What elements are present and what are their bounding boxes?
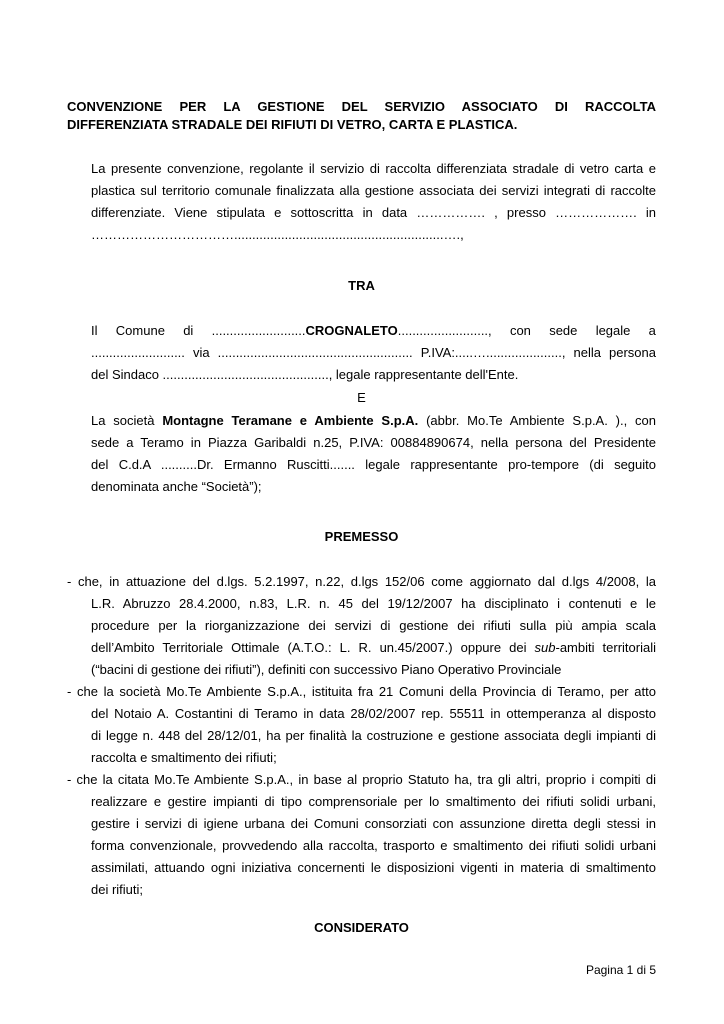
comune-line-3: del Sindaco .............................................., legale rappresentante dell'Ente. bbox=[91, 367, 519, 382]
bullet-2-line: di legge n. 448 del 28/12/01, ha per finalità la costruzione e gestione associata degli impianti di bbox=[91, 728, 656, 743]
title-line-1: CONVENZIONE PER LA GESTIONE DEL SERVIZIO ASSOCIATO DI RACCOLTA bbox=[67, 99, 656, 114]
bullet-3-line: realizzare e gestire impianti di tipo comprensoriale per lo smaltimento dei rifiuti solidi urbani, bbox=[91, 794, 656, 809]
comune-name-bold: CROGNALETO bbox=[305, 323, 398, 338]
bullet-1-line: procedure per la riorganizzazione dei servizi di gestione dei rifiuti sulla più ampia scala bbox=[91, 618, 656, 633]
bullet-2-line: raccolta e smaltimento dei rifiuti; bbox=[91, 750, 277, 765]
bullet-2-line: del Notaio A. Costantini di Teramo in data 28/02/2007 rep. 55511 in ottemperanza al disposto bbox=[91, 706, 656, 721]
conjunction-e: E bbox=[357, 390, 366, 405]
societa-line-4: denominata anche “Società”); bbox=[91, 479, 262, 494]
italic-sub: sub bbox=[534, 640, 556, 655]
societa-text: La società bbox=[91, 413, 163, 428]
bullet-2-line: - che la società Mo.Te Ambiente S.p.A., istituita fra 21 Comuni della Provincia di Teramo, per atto bbox=[67, 684, 656, 699]
intro-paragraph bbox=[91, 158, 656, 246]
comune-line-1 bbox=[91, 320, 656, 342]
bullet-3-line: assimilati, attuando ogni iniziativa concernenti le disposizioni vigenti in materia di smaltimento bbox=[91, 860, 656, 875]
intro-line: La presente convenzione, regolante il servizio di raccolta differenziata stradale di vetro carta e bbox=[91, 161, 656, 176]
societa-line-2: sede a Teramo in Piazza Garibaldi n.25, P.IVA: 00884890674, nella persona del Presidente bbox=[91, 435, 656, 450]
heading-considerato: CONSIDERATO bbox=[314, 920, 409, 935]
comune-paragraph bbox=[91, 320, 656, 386]
comune-word: legale bbox=[595, 323, 631, 338]
page-number: Pagina 1 di 5 bbox=[585, 963, 656, 977]
intro-line: plastica sul territorio comunale finalizzata alla gestione associata dei servizi integrati di raccolte bbox=[91, 183, 656, 198]
bullet-3-line: gestire i servizi di igiene urbana dei Comuni consorziati con assunzione diretta degli stessi in bbox=[91, 816, 656, 831]
comune-name bbox=[212, 320, 492, 342]
bullet-text: dell’Ambito Territoriale Ottimale (A.T.O.: L. R. un.45/2007.) oppure dei bbox=[91, 640, 535, 655]
bullet-1-line: - che, in attuazione del d.lgs. 5.2.1997, n.22, d.lgs 152/06 come aggiornato dal d.lgs 4/2008, la bbox=[67, 574, 656, 589]
societa-text: (abbr. Mo.Te Ambiente S.p.A. )., con bbox=[418, 413, 656, 428]
dotted-blank: .......................... bbox=[211, 323, 306, 338]
bullet-1-line: L.R. Abruzzo 28.4.2000, n.83, L.R. n. 45 del 19/12/2007 ha disciplinato i contenuti e le bbox=[91, 596, 656, 611]
societa-line-1 bbox=[91, 410, 656, 432]
societa-line-3: del C.d.A ..........Dr. Ermanno Ruscitti....... legale rappresentante pro-tempore (di seguito bbox=[91, 457, 656, 472]
comune-word: sede bbox=[549, 323, 578, 338]
bullet-1-line bbox=[67, 637, 656, 659]
bullet-3-line: forma convenzionale, provvedendo alla raccolta, trasporto e smaltimento dei rifiuti solidi urbani bbox=[91, 838, 656, 853]
comune-word: a bbox=[648, 323, 656, 338]
heading-premesso: PREMESSO bbox=[324, 529, 399, 544]
comune-line-2: .......................... via ...................................................... P.IVA:.....…....................., nella persona bbox=[91, 345, 656, 360]
comune-word: Il bbox=[91, 323, 98, 338]
bullet-3-line: - che la citata Mo.Te Ambiente S.p.A., in base al proprio Statuto ha, tra gli altri, proprio i compiti di bbox=[67, 772, 656, 787]
document-title bbox=[67, 98, 656, 134]
premesso-list bbox=[67, 571, 656, 901]
intro-line: ……………………………..........................................................…., bbox=[91, 227, 464, 242]
comune-word: di bbox=[183, 323, 194, 338]
bullet-3-line: dei rifiuti; bbox=[91, 882, 144, 897]
intro-line: differenziate. Viene stipulata e sottoscritta in data ……………. , presso ………………. in bbox=[91, 205, 656, 220]
title-line-2: DIFFERENZIATA STRADALE DEI RIFIUTI DI VETRO, CARTA E PLASTICA. bbox=[67, 117, 518, 132]
dotted-blank: ........................., bbox=[397, 323, 492, 338]
heading-tra: TRA bbox=[348, 278, 375, 293]
comune-word: Comune bbox=[115, 323, 165, 338]
bullet-1-line: (“bacini di gestione dei rifiuti”), definiti con successivo Piano Operativo Provinciale bbox=[91, 662, 562, 677]
comune-word: con bbox=[509, 323, 531, 338]
societa-paragraph bbox=[91, 410, 656, 498]
societa-name: Montagne Teramane e Ambiente S.p.A. bbox=[162, 413, 419, 428]
bullet-text: -ambiti territoriali bbox=[555, 640, 656, 655]
